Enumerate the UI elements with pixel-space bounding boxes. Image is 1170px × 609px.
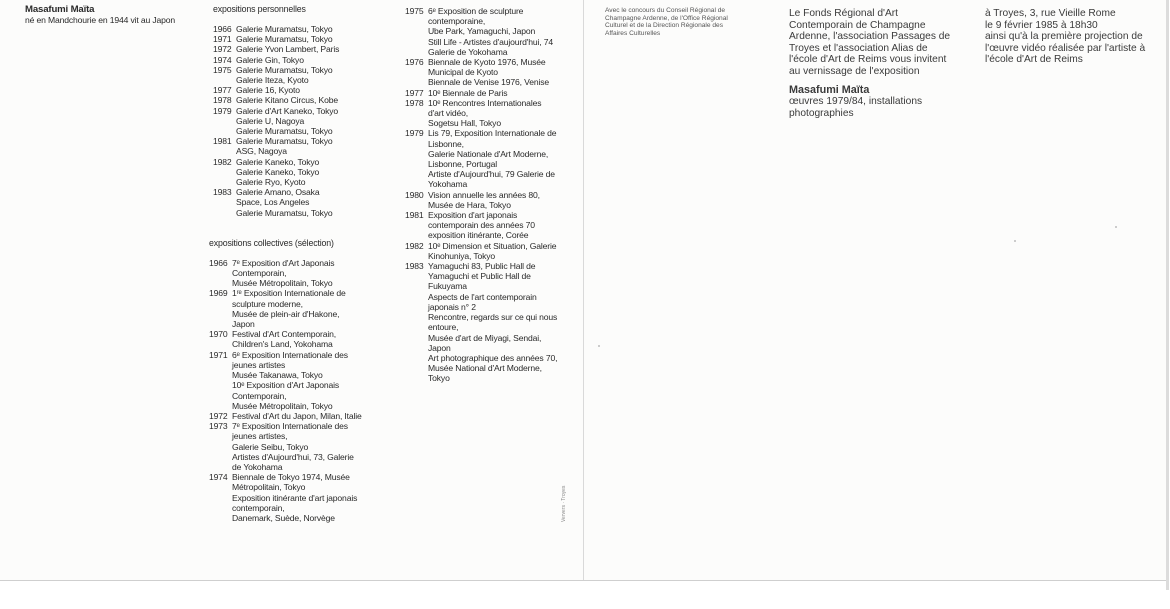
exhibition-line: [209, 268, 362, 278]
exhibition-year: 1969: [209, 288, 228, 299]
exhibition-year: 1971: [213, 34, 232, 45]
year-spacer: [209, 493, 232, 503]
year-spacer: [209, 309, 232, 319]
year-spacer: [405, 67, 428, 77]
exhibition-line: [405, 159, 557, 169]
exhibition-line: [209, 421, 362, 431]
exhibition-text: Galerie de Yokohama: [428, 46, 508, 57]
year-spacer: [209, 442, 232, 452]
year-spacer: [209, 452, 232, 462]
exhibition-text: Sogetsu Hall, Tokyo: [428, 118, 501, 129]
year-spacer: [405, 281, 428, 291]
year-spacer: [405, 353, 428, 363]
exhibition-year: 1978: [405, 97, 424, 108]
year-spacer: [213, 146, 236, 156]
exhibition-text: Galerie Muramatsu, Tokyo: [236, 136, 333, 147]
exhibition-year: 1982: [213, 156, 232, 167]
exhibition-line: [209, 431, 362, 441]
exhibition-line: [209, 462, 362, 472]
printer-mark: Ververs · Troyes: [561, 485, 567, 522]
year-spacer: [209, 401, 232, 411]
credit-line: Culturel et de la Direction Régionale des: [605, 22, 724, 30]
invite-works: photographies: [789, 107, 854, 119]
exhibition-text: Galerie d'Art Kaneko, Tokyo: [236, 105, 339, 116]
year-spacer: [405, 312, 428, 322]
year-spacer: [209, 380, 232, 390]
exhibition-text: Artiste d'Aujourd'hui, 79 Galerie de: [428, 169, 555, 180]
year-spacer: [405, 271, 428, 281]
exhibition-line: [405, 261, 557, 271]
artist-header: [25, 4, 175, 25]
exhibition-year: 1975: [213, 64, 232, 75]
year-spacer: [209, 339, 232, 349]
exhibition-line: [405, 343, 557, 353]
year-spacer: [213, 116, 236, 126]
exhibition-text: 10ᵉ Rencontres Internationales: [428, 97, 542, 108]
exhibition-text: Galerie Gin, Tokyo: [236, 54, 304, 65]
exhibition-text: Yokohama: [428, 179, 468, 190]
exhibition-text: Space, Los Angeles: [236, 197, 310, 208]
exhibition-year: 1982: [405, 240, 424, 251]
exhibition-line: [405, 363, 557, 373]
exhibition-line: [213, 44, 362, 54]
exhibition-text: Biennale de Venise 1976, Venise: [428, 77, 550, 88]
exhibition-text: exposition itinérante, Corée: [428, 230, 529, 241]
exhibition-text: Biennale de Tokyo 1974, Musée: [232, 472, 350, 483]
exhibition-text: Japon: [232, 319, 255, 330]
exhibition-text: contemporaine,: [428, 16, 486, 27]
exhibition-line: [213, 116, 362, 126]
exhibition-text: Métropolitain, Tokyo: [232, 482, 306, 493]
exhibition-line: [405, 271, 557, 281]
venue-line: le 9 février 1985 à 18h30: [985, 19, 1098, 31]
year-spacer: [405, 333, 428, 343]
year-spacer: [405, 47, 428, 57]
exhibition-text: Galerie Muramatsu, Tokyo: [236, 24, 333, 34]
exhibition-line: [213, 157, 362, 167]
exhibition-text: ASG, Nagoya: [236, 146, 287, 157]
exhibition-year: 1981: [405, 210, 424, 221]
exhibition-text: Tokyo: [428, 373, 450, 384]
invite-line: Le Fonds Régional d'Art: [789, 8, 898, 19]
year-spacer: [405, 37, 428, 47]
exhibition-year: 1971: [209, 349, 228, 360]
paper-speck: [1115, 226, 1117, 228]
exhibition-year: 1979: [213, 105, 232, 116]
exhibition-text: 6ᵉ Exposition de sculpture: [428, 6, 524, 16]
year-spacer: [209, 370, 232, 380]
exhibition-text: Musée Takanawa, Tokyo: [232, 370, 323, 381]
exhibition-line: [213, 95, 362, 105]
center-fold: [583, 0, 584, 580]
invite-line: Ardenne, l'association Passages de: [789, 31, 951, 43]
exhibition-text: Lisbonne, Portugal: [428, 159, 497, 170]
year-spacer: [213, 177, 236, 187]
artist-name: Masafumi Maïta: [25, 4, 95, 15]
exhibition-text: Artistes d'Aujourd'hui, 73, Galerie: [232, 451, 354, 462]
exhibition-line: [405, 6, 557, 16]
exhibition-year: 1974: [213, 54, 232, 65]
exhibition-text: 10ᵉ Dimension et Situation, Galerie: [428, 240, 557, 251]
exhibition-line: [405, 220, 557, 230]
year-spacer: [209, 482, 232, 492]
year-spacer: [209, 299, 232, 309]
exhibition-text: Musée de Hara, Tokyo: [428, 199, 511, 210]
exhibition-text: Exposition itinérante d'art japonais: [232, 492, 358, 503]
exhibition-text: Galerie Amano, Osaka: [236, 187, 320, 198]
exhibition-year: 1966: [209, 257, 228, 268]
paper-speck: [598, 345, 600, 347]
exhibition-text: 1ʳᵉ Exposition Internationale de: [232, 288, 346, 299]
venue-line: l'œuvre vidéo réalisée par l'artiste à: [985, 42, 1146, 54]
exhibition-line: [213, 65, 362, 75]
year-spacer: [209, 431, 232, 441]
year-spacer: [213, 167, 236, 177]
exhibition-line: [405, 77, 557, 87]
exhibition-text: Festival d'Art du Japon, Milan, Italie: [232, 410, 362, 421]
exhibition-line: [405, 128, 557, 138]
exhibition-text: jeunes artistes,: [232, 431, 288, 442]
artist-bio: né en Mandchourie en 1944 vit au Japon: [25, 15, 176, 25]
year-spacer: [405, 230, 428, 240]
exhibition-line: [405, 47, 557, 57]
year-spacer: [209, 503, 232, 513]
exhibition-line: [405, 190, 557, 200]
exhibition-line: [209, 401, 362, 411]
exhibition-text: de Yokohama: [232, 461, 283, 472]
year-spacer: [405, 363, 428, 373]
exhibition-text: Galerie 16, Kyoto: [236, 85, 300, 96]
year-spacer: [213, 126, 236, 136]
exhibition-year: 1970: [209, 329, 228, 340]
exhibition-text: Rencontre, regards sur ce qui nous: [428, 312, 558, 323]
exhibition-text: Galerie Ryo, Kyoto: [236, 177, 306, 188]
exhibition-text: Ube Park, Yamaguchi, Japon: [428, 26, 536, 37]
venue-line: à Troyes, 3, rue Vieille Rome: [985, 8, 1116, 19]
year-spacer: [405, 139, 428, 149]
exhibition-line: [209, 309, 362, 319]
exhibition-text: jeunes artistes: [232, 359, 286, 370]
year-spacer: [405, 292, 428, 302]
exhibition-text: Musée de plein-air d'Hakone,: [232, 308, 340, 319]
paper-speck: [1014, 240, 1016, 242]
exhibition-line: [405, 353, 557, 363]
exhibition-line: [405, 118, 557, 128]
exhibition-line: [405, 230, 557, 240]
invite-works: œuvres 1979/84, installations: [789, 96, 923, 108]
year-spacer: [405, 322, 428, 332]
exhibition-year: 1972: [209, 410, 228, 421]
invite-artist-name: Masafumi Maïta: [789, 83, 870, 96]
exhibition-text: contemporain des années 70: [428, 220, 535, 231]
year-spacer: [213, 208, 236, 218]
exhibition-line: [405, 322, 557, 332]
exhibition-year: 1980: [405, 189, 424, 200]
exhibition-line: [209, 442, 362, 452]
exhibition-line: [213, 177, 362, 187]
exhibition-text: contemporain,: [232, 502, 285, 513]
exhibition-line: [405, 373, 557, 383]
exhibition-line: [405, 281, 557, 291]
year-spacer: [209, 268, 232, 278]
exhibition-text: 7ᵉ Exposition d'Art Japonais: [232, 257, 335, 268]
exhibition-line: [213, 126, 362, 136]
exhibition-year: 1978: [213, 95, 232, 106]
exhibition-text: 7ᵉ Exposition Internationale des: [232, 421, 348, 432]
credit-line: Champagne Ardenne, de l'Office Régional: [605, 14, 728, 22]
exhibition-text: Japon: [428, 342, 451, 353]
year-spacer: [213, 197, 236, 207]
year-spacer: [405, 149, 428, 159]
exhibition-text: Musée Métropolitain, Tokyo: [232, 400, 333, 411]
exhibition-text: Contemporain,: [232, 390, 287, 401]
exhibition-year: 1972: [213, 44, 232, 55]
exhibition-text: Contemporain,: [232, 268, 287, 279]
exhibition-line: [213, 34, 362, 44]
exhibition-text: Art photographique des années 70,: [428, 352, 558, 363]
exhibition-line: [209, 411, 362, 421]
exhibition-line: [209, 493, 362, 503]
year-spacer: [209, 360, 232, 370]
invite-line: Troyes et l'association Alias de: [789, 42, 928, 54]
exhibition-text: Musée National d'Art Moderne,: [428, 363, 542, 374]
exhibition-line: [405, 67, 557, 77]
exhibition-text: Aspects de l'art contemporain: [428, 291, 537, 302]
exhibition-year: 1983: [213, 187, 232, 198]
exhibition-text: Municipal de Kyoto: [428, 67, 498, 78]
invite-line: au vernissage de l'exposition: [789, 65, 920, 77]
exhibition-text: Galerie Kaneko, Tokyo: [236, 166, 320, 177]
exhibition-line: [213, 208, 362, 218]
exhibition-text: d'art vidéo,: [428, 108, 468, 119]
credit-line: Affaires Culturelles: [605, 29, 661, 37]
exhibition-text: 10ᵉ Exposition d'Art Japonais: [232, 380, 340, 391]
year-spacer: [209, 278, 232, 288]
exhibition-line: [405, 26, 557, 36]
year-spacer: [405, 200, 428, 210]
year-spacer: [405, 77, 428, 87]
exhibition-year: 1975: [405, 6, 424, 16]
year-spacer: [405, 343, 428, 353]
exhibition-text: Galerie Muramatsu, Tokyo: [236, 64, 333, 75]
exhibition-text: Musée Métropolitain, Tokyo: [232, 278, 333, 289]
exhibition-text: Danemark, Suède, Norvège: [232, 512, 335, 523]
year-spacer: [405, 373, 428, 383]
venue-line: ainsi qu'à la première projection de: [985, 31, 1143, 43]
exhibition-text: Biennale de Kyoto 1976, Musée: [428, 57, 546, 68]
group-title: expositions collectives (sélection): [209, 237, 334, 248]
solo-list: [209, 24, 362, 218]
exhibition-line: [405, 251, 557, 261]
exhibition-line: [209, 452, 362, 462]
exhibition-text: Children's Land, Yokohama: [232, 339, 333, 350]
exhibition-line: [213, 55, 362, 65]
exhibition-text: Galerie Nationale d'Art Moderne,: [428, 148, 549, 159]
year-spacer: [209, 513, 232, 523]
exhibition-text: Galerie Muramatsu, Tokyo: [236, 126, 333, 137]
exhibition-year: 1977: [405, 87, 424, 98]
exhibition-line: [405, 312, 557, 322]
exhibition-line: [405, 149, 557, 159]
exhibition-line: [405, 210, 557, 220]
exhibition-text: Musée d'art de Miyagi, Sendai,: [428, 332, 542, 343]
exhibition-line: [405, 169, 557, 179]
exhibition-line: [209, 482, 362, 492]
year-spacer: [209, 319, 232, 329]
exhibition-text: Yamaguchi 83, Public Hall de: [428, 261, 536, 272]
exhibition-text: Galerie Iteza, Kyoto: [236, 75, 309, 86]
invite-line: Contemporain de Champagne: [789, 19, 926, 31]
invitation-text: [789, 8, 950, 119]
exhibition-text: Galerie Muramatsu, Tokyo: [236, 207, 333, 218]
exhibition-line: [405, 16, 557, 26]
exhibition-line: [209, 380, 362, 390]
exhibition-text: Galerie Muramatsu, Tokyo: [236, 34, 333, 45]
exhibition-line: [209, 360, 362, 370]
exhibition-line: [209, 299, 362, 309]
exhibition-line: [209, 350, 362, 360]
exhibition-line: [209, 329, 362, 339]
venue-text: [985, 8, 1145, 66]
exhibition-year: 1983: [405, 261, 424, 272]
exhibitions-column-1: [209, 4, 362, 523]
year-spacer: [405, 16, 428, 26]
exhibition-year: 1979: [405, 128, 424, 139]
credit-line: Avec le concours du Conseil Régional de: [605, 7, 726, 14]
credit-block: [605, 7, 728, 37]
exhibition-line: [213, 197, 362, 207]
exhibition-line: [213, 75, 362, 85]
invite-line: l'école d'Art de Reims vous invitent: [789, 54, 947, 66]
group-list-1: [209, 258, 362, 523]
year-spacer: [213, 75, 236, 85]
exhibition-year: 1977: [213, 85, 232, 96]
exhibition-line: [209, 319, 362, 329]
exhibition-line: [405, 57, 557, 67]
year-spacer: [209, 462, 232, 472]
exhibition-year: 1966: [213, 24, 232, 34]
exhibition-year: 1974: [209, 472, 228, 483]
exhibition-line: [213, 136, 362, 146]
exhibition-line: [405, 302, 557, 312]
exhibition-line: [405, 292, 557, 302]
exhibition-line: [405, 88, 557, 98]
year-spacer: [405, 179, 428, 189]
year-spacer: [405, 302, 428, 312]
exhibition-text: Galerie Yvon Lambert, Paris: [236, 44, 340, 55]
exhibition-line: [209, 258, 362, 268]
exhibition-line: [213, 146, 362, 156]
exhibition-line: [405, 179, 557, 189]
exhibition-line: [405, 200, 557, 210]
exhibition-line: [209, 472, 362, 482]
exhibition-line: [405, 108, 557, 118]
year-spacer: [405, 118, 428, 128]
exhibition-line: [213, 187, 362, 197]
exhibition-text: Vision annuelle les années 80,: [428, 189, 540, 200]
exhibition-text: japonais n° 2: [428, 301, 476, 312]
exhibition-line: [213, 85, 362, 95]
exhibition-year: 1981: [213, 136, 232, 147]
exhibition-line: [405, 98, 557, 108]
exhibition-line: [209, 288, 362, 298]
exhibition-text: Yamaguchi et Public Hall de: [428, 271, 531, 282]
exhibition-line: [213, 106, 362, 116]
exhibition-text: Lisbonne,: [428, 138, 464, 149]
exhibition-text: Still Life - Artistes d'aujourd'hui, 74: [428, 36, 553, 47]
exhibition-year: 1973: [209, 421, 228, 432]
exhibition-line: [209, 503, 362, 513]
year-spacer: [405, 220, 428, 230]
exhibition-line: [405, 139, 557, 149]
exhibition-line: [209, 370, 362, 380]
exhibition-text: Galerie Kitano Circus, Kobe: [236, 95, 338, 106]
exhibition-line: [213, 24, 362, 34]
exhibition-text: Galerie U, Nagoya: [236, 115, 305, 126]
year-spacer: [209, 391, 232, 401]
exhibition-text: Exposition d'art japonais: [428, 210, 518, 221]
exhibition-text: 6ᵉ Exposition Internationale des: [232, 349, 348, 360]
exhibition-line: [405, 37, 557, 47]
exhibition-text: Fukuyama: [428, 281, 467, 292]
exhibition-text: 10ᵉ Biennale de Paris: [428, 87, 508, 98]
exhibition-line: [405, 241, 557, 251]
exhibition-text: Festival d'Art Contemporain,: [232, 329, 336, 340]
right-edge-shadow: [1166, 0, 1169, 590]
exhibition-text: entoure,: [428, 322, 459, 333]
exhibitions-column-2: [405, 6, 557, 384]
venue-line: l'école d'Art de Reims: [985, 54, 1083, 66]
exhibition-line: [209, 391, 362, 401]
group-list-2: [405, 6, 557, 384]
year-spacer: [405, 169, 428, 179]
exhibition-line: [209, 278, 362, 288]
exhibition-line: [405, 333, 557, 343]
exhibition-year: 1976: [405, 57, 424, 68]
exhibition-line: [213, 167, 362, 177]
exhibition-text: sculpture moderne,: [232, 298, 303, 309]
exhibition-line: [209, 339, 362, 349]
exhibition-text: Galerie Kaneko, Tokyo: [236, 156, 320, 167]
exhibition-text: Galerie Seibu, Tokyo: [232, 441, 309, 452]
solo-title: expositions personnelles: [213, 4, 306, 14]
exhibition-line: [209, 513, 362, 523]
year-spacer: [405, 26, 428, 36]
year-spacer: [405, 159, 428, 169]
exhibition-text: Lis 79, Exposition Internationale de: [428, 128, 557, 139]
year-spacer: [405, 251, 428, 261]
exhibition-text: Kinohuniya, Tokyo: [428, 250, 496, 261]
year-spacer: [405, 108, 428, 118]
